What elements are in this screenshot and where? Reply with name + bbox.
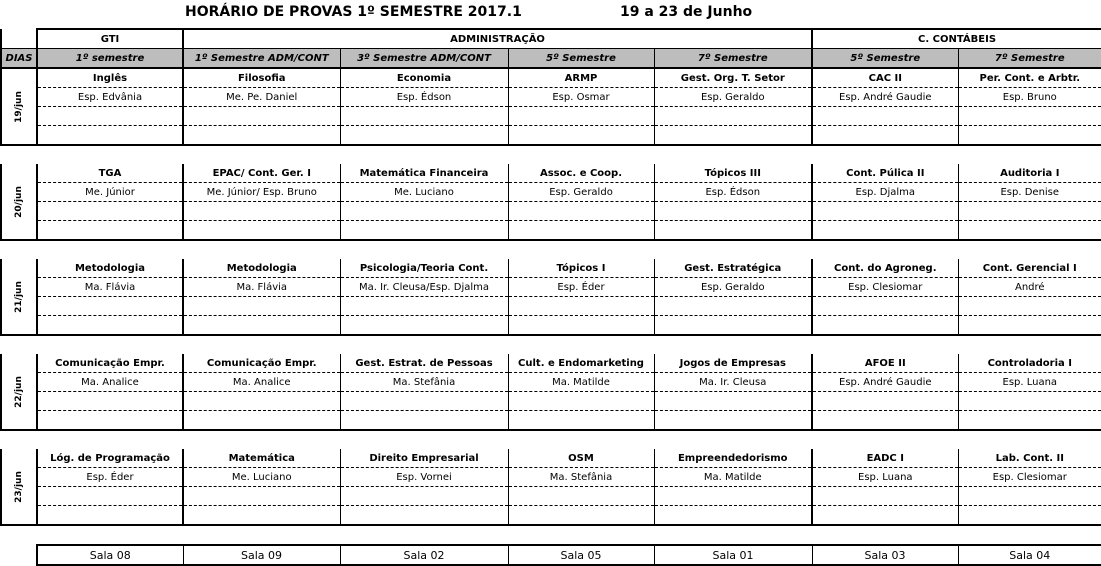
blank-cell (508, 506, 654, 526)
subject-cell: Metodologia (37, 259, 183, 278)
day-row (1, 68, 1101, 88)
blank-cell (812, 202, 958, 221)
blank-cell (183, 297, 340, 316)
subject-cell: OSM (508, 449, 654, 468)
teacher-cell: Me. Júnior (37, 183, 183, 202)
blank-cell (654, 506, 812, 526)
subject-cell: Comunicação Empr. (37, 354, 183, 373)
blank-cell (958, 506, 1101, 526)
blank-cell (812, 411, 958, 431)
subject-cell: Cult. e Endomarketing (508, 354, 654, 373)
day-gap (1, 335, 1101, 354)
teacher-cell: Me. Júnior/ Esp. Bruno (183, 183, 340, 202)
subject-cell: Direito Empresarial (340, 449, 508, 468)
dept-administracao: ADMINISTRAÇÃO (183, 29, 812, 49)
dept-gti: GTI (37, 29, 183, 49)
day-row (1, 202, 1101, 221)
semester-cell: 1º Semestre ADM/CONT (183, 49, 340, 69)
subject-cell: Gest. Estrat. de Pessoas (340, 354, 508, 373)
subject-cell: Empreendedorismo (654, 449, 812, 468)
teacher-cell: Ma. Stefânia (340, 373, 508, 392)
blank-cell (812, 221, 958, 241)
room-cell: Sala 08 (37, 545, 183, 565)
blank-cell (958, 221, 1101, 241)
blank-cell (183, 411, 340, 431)
subject-cell: Matemática Financeira (340, 164, 508, 183)
teacher-cell: Ma. Matilde (654, 468, 812, 487)
blank-cell (812, 107, 958, 126)
room-row (1, 545, 1101, 565)
title-main: HORÁRIO DE PROVAS 1º SEMESTRE 2017.1 (185, 4, 522, 20)
day-row (1, 411, 1101, 431)
teacher-cell: Esp. Éder (508, 278, 654, 297)
blank-cell (340, 126, 508, 146)
blank-cell (654, 126, 812, 146)
teacher-cell: André (958, 278, 1101, 297)
subject-cell: Cont. Púlica II (812, 164, 958, 183)
subject-cell: EADC I (812, 449, 958, 468)
teacher-cell: Esp. Denise (958, 183, 1101, 202)
teacher-cell: Ma. Flávia (37, 278, 183, 297)
blank-cell (508, 202, 654, 221)
semester-cell: 5º Semestre (508, 49, 654, 69)
blank-cell (508, 107, 654, 126)
room-cell: Sala 05 (508, 545, 654, 565)
teacher-cell: Me. Luciano (340, 183, 508, 202)
subject-cell: Psicologia/Teoria Cont. (340, 259, 508, 278)
blank-cell (508, 411, 654, 431)
blank-cell (654, 411, 812, 431)
blank-cell (958, 411, 1101, 431)
blank-cell (340, 221, 508, 241)
teacher-cell: Esp. André Gaudie (812, 373, 958, 392)
day-label-text: 21/jun (14, 280, 24, 313)
teacher-cell: Esp. Geraldo (654, 88, 812, 107)
day-label-text: 22/jun (14, 375, 24, 408)
department-header-row (1, 29, 1101, 49)
subject-cell: Auditoria I (958, 164, 1101, 183)
blank-cell (508, 297, 654, 316)
blank-cell (340, 506, 508, 526)
day-row (1, 316, 1101, 336)
blank-cell (183, 392, 340, 411)
subject-cell: Economia (340, 68, 508, 88)
blank-cell (958, 316, 1101, 336)
day-row (1, 487, 1101, 506)
subject-cell: Metodologia (183, 259, 340, 278)
blank-cell (37, 202, 183, 221)
subject-cell: Lóg. de Programação (37, 449, 183, 468)
subject-cell: TGA (37, 164, 183, 183)
teacher-cell: Ma. Matilde (508, 373, 654, 392)
teacher-cell: Ma. Stefânia (508, 468, 654, 487)
subject-cell: Tópicos I (508, 259, 654, 278)
subject-cell: Filosofia (183, 68, 340, 88)
teacher-cell: Esp. Vornei (340, 468, 508, 487)
blank-cell (37, 297, 183, 316)
room-cell: Sala 09 (183, 545, 340, 565)
blank-cell (37, 221, 183, 241)
blank-cell (508, 316, 654, 336)
day-label (1, 354, 37, 430)
blank-cell (812, 392, 958, 411)
schedule-grid (0, 28, 1101, 566)
blank-cell (508, 392, 654, 411)
teacher-cell: Esp. Geraldo (508, 183, 654, 202)
teacher-cell: Esp. Éder (37, 468, 183, 487)
room-cell: Sala 04 (958, 545, 1101, 565)
blank-cell (654, 392, 812, 411)
day-label-text: 19/jun (14, 90, 24, 123)
semester-cell: 7º Semestre (654, 49, 812, 69)
blank-cell (183, 316, 340, 336)
blank-cell (340, 487, 508, 506)
blank-cell (812, 506, 958, 526)
day-row (1, 107, 1101, 126)
blank-cell (812, 316, 958, 336)
day-gap (1, 145, 1101, 164)
subject-cell: Inglês (37, 68, 183, 88)
blank-cell (508, 487, 654, 506)
room-cell: Sala 03 (812, 545, 958, 565)
room-cell: Sala 01 (654, 545, 812, 565)
day-label (1, 68, 37, 145)
teacher-cell: Me. Pe. Daniel (183, 88, 340, 107)
blank-cell (37, 107, 183, 126)
blank-cell (958, 297, 1101, 316)
day-row (1, 183, 1101, 202)
day-row (1, 259, 1101, 278)
day-label-text: 23/jun (14, 470, 24, 503)
blank-cell (37, 126, 183, 146)
teacher-cell: Me. Luciano (183, 468, 340, 487)
subject-cell: AFOE II (812, 354, 958, 373)
day-row (1, 278, 1101, 297)
blank-cell (340, 392, 508, 411)
teacher-cell: Esp. Clesiomar (812, 278, 958, 297)
blank-cell (958, 202, 1101, 221)
teacher-cell: Esp. Osmar (508, 88, 654, 107)
day-row (1, 126, 1101, 146)
day-row (1, 164, 1101, 183)
blank-cell (183, 487, 340, 506)
blank-cell (654, 202, 812, 221)
blank-cell (958, 392, 1101, 411)
day-label (1, 164, 37, 240)
blank-cell (958, 126, 1101, 146)
day-row (1, 373, 1101, 392)
subject-cell: Per. Cont. e Arbtr. (958, 68, 1101, 88)
blank-cell (508, 221, 654, 241)
day-label (1, 449, 37, 525)
room-cell: Sala 02 (340, 545, 508, 565)
semester-cell: 5º Semestre (812, 49, 958, 69)
semester-cell: 7º Semestre (958, 49, 1101, 69)
blank-cell (183, 506, 340, 526)
schedule-title (0, 4, 1101, 26)
blank-cell (812, 487, 958, 506)
teacher-cell: Ma. Ir. Cleusa/Esp. Djalma (340, 278, 508, 297)
subject-cell: Cont. do Agroneg. (812, 259, 958, 278)
teacher-cell: Esp. Édson (654, 183, 812, 202)
semester-cell: 3º Semestre ADM/CONT (340, 49, 508, 69)
day-gap (1, 525, 1101, 545)
teacher-cell: Esp. Clesiomar (958, 468, 1101, 487)
blank-cell (654, 487, 812, 506)
blank-cell (340, 411, 508, 431)
blank-cell (812, 126, 958, 146)
blank-cell (37, 316, 183, 336)
blank-cell (340, 107, 508, 126)
blank-cell (37, 506, 183, 526)
subject-cell: ARMP (508, 68, 654, 88)
blank-cell (654, 107, 812, 126)
teacher-cell: Esp. André Gaudie (812, 88, 958, 107)
subject-cell: EPAC/ Cont. Ger. I (183, 164, 340, 183)
subject-cell: Lab. Cont. II (958, 449, 1101, 468)
teacher-cell: Esp. Geraldo (654, 278, 812, 297)
subject-cell: Assoc. e Coop. (508, 164, 654, 183)
day-row (1, 354, 1101, 373)
blank-cell (654, 297, 812, 316)
subject-cell: CAC II (812, 68, 958, 88)
subject-cell: Gest. Org. T. Setor (654, 68, 812, 88)
subject-cell: Controladoria I (958, 354, 1101, 373)
day-gap (1, 240, 1101, 259)
teacher-cell: Ma. Ir. Cleusa (654, 373, 812, 392)
day-row (1, 449, 1101, 468)
day-label-text: 20/jun (14, 185, 24, 218)
day-row (1, 506, 1101, 526)
blank-cell (37, 487, 183, 506)
title-dates: 19 a 23 de Junho (620, 4, 753, 20)
teacher-cell: Ma. Analice (183, 373, 340, 392)
subject-cell: Tópicos III (654, 164, 812, 183)
day-row (1, 392, 1101, 411)
subject-cell: Matemática (183, 449, 340, 468)
blank-cell (37, 392, 183, 411)
teacher-cell: Esp. Édson (340, 88, 508, 107)
blank-cell (183, 221, 340, 241)
teacher-cell: Esp. Edvânia (37, 88, 183, 107)
blank-cell (340, 297, 508, 316)
day-row (1, 221, 1101, 241)
subject-cell: Cont. Gerencial I (958, 259, 1101, 278)
day-gap (1, 430, 1101, 449)
day-label (1, 259, 37, 335)
schedule-table (0, 28, 1101, 566)
semester-header-row (1, 49, 1101, 69)
blank-cell (958, 487, 1101, 506)
teacher-cell: Esp. Luana (812, 468, 958, 487)
subject-cell: Jogos de Empresas (654, 354, 812, 373)
day-row (1, 297, 1101, 316)
blank-cell (183, 107, 340, 126)
blank-cell (37, 411, 183, 431)
blank-cell (812, 297, 958, 316)
teacher-cell: Esp. Djalma (812, 183, 958, 202)
dias-label: DIAS (1, 49, 37, 69)
teacher-cell: Esp. Luana (958, 373, 1101, 392)
blank-cell (654, 221, 812, 241)
subject-cell: Gest. Estratégica (654, 259, 812, 278)
blank-cell (508, 126, 654, 146)
semester-cell: 1º semestre (37, 49, 183, 69)
blank-cell (340, 316, 508, 336)
blank-cell (183, 126, 340, 146)
blank-cell (340, 202, 508, 221)
teacher-cell: Esp. Bruno (958, 88, 1101, 107)
blank-cell (654, 316, 812, 336)
dept-contabeis: C. CONTÁBEIS (812, 29, 1101, 49)
subject-cell: Comunicação Empr. (183, 354, 340, 373)
blank-cell (183, 202, 340, 221)
teacher-cell: Ma. Analice (37, 373, 183, 392)
blank-cell (958, 107, 1101, 126)
teacher-cell: Ma. Flávia (183, 278, 340, 297)
day-row (1, 88, 1101, 107)
day-row (1, 468, 1101, 487)
